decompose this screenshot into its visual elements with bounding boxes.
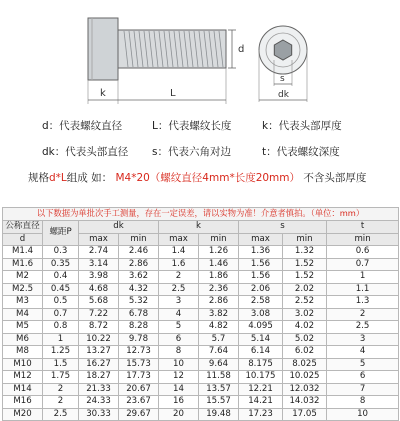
table-row <box>3 321 399 334</box>
table-cell: 3.62 <box>119 271 159 284</box>
table-cell: 13.57 <box>199 383 239 396</box>
table-cell: 30.33 <box>79 408 119 421</box>
table-cell: 12.032 <box>283 383 327 396</box>
table-cell: 1.1 <box>327 283 399 296</box>
header-dk: dk <box>79 220 159 233</box>
subheader-t-min: min <box>327 233 399 246</box>
table-cell: 8 <box>159 346 199 359</box>
table-cell: 2.36 <box>199 283 239 296</box>
table-cell: 5.68 <box>79 296 119 309</box>
table-cell: 21.33 <box>79 383 119 396</box>
table-cell: 4.02 <box>283 321 327 334</box>
table-cell: M12 <box>3 371 43 384</box>
table-cell: 1.46 <box>199 258 239 271</box>
header-k: k <box>159 220 239 233</box>
table-cell: 10.175 <box>239 371 283 384</box>
table-cell: M5 <box>3 321 43 334</box>
table-cell: 3.02 <box>283 308 327 321</box>
table-cell: 9.78 <box>119 333 159 346</box>
table-cell: M14 <box>3 383 43 396</box>
table-row <box>3 308 399 321</box>
table-row <box>3 358 399 371</box>
table-cell: 7.22 <box>79 308 119 321</box>
table-cell: 3.14 <box>79 258 119 271</box>
table-row <box>3 283 399 296</box>
table-cell: 15.73 <box>119 358 159 371</box>
table-cell: 6 <box>327 371 399 384</box>
header-s: s <box>239 220 327 233</box>
table-cell: M6 <box>3 333 43 346</box>
table-cell: M2.5 <box>3 283 43 296</box>
table-cell: 1.56 <box>239 271 283 284</box>
table-cell: 0.4 <box>43 271 79 284</box>
table-cell: 1.5 <box>43 358 79 371</box>
table-cell: 2.86 <box>119 258 159 271</box>
table-cell: 2 <box>327 308 399 321</box>
table-cell: 2.46 <box>119 246 159 259</box>
table-cell: 14.21 <box>239 396 283 409</box>
header-name: 公称直径 <box>3 220 43 233</box>
table-cell: 4.095 <box>239 321 283 334</box>
table-row <box>3 296 399 309</box>
table-cell: 5.32 <box>119 296 159 309</box>
table-cell: 4 <box>159 308 199 321</box>
screw-side-view <box>88 18 244 104</box>
table-cell: 12.21 <box>239 383 283 396</box>
table-cell: 1.52 <box>283 271 327 284</box>
table-cell: 16 <box>159 396 199 409</box>
table-cell: 11.58 <box>199 371 239 384</box>
table-cell: 17.73 <box>119 371 159 384</box>
table-header-row <box>3 220 399 233</box>
header-pitch: 螺距P <box>43 220 79 246</box>
table-cell: 2.5 <box>327 321 399 334</box>
table-cell: M20 <box>3 408 43 421</box>
table-cell: 5.02 <box>283 333 327 346</box>
table-cell: 13.27 <box>79 346 119 359</box>
spec-middle: 组成 如： <box>66 172 113 184</box>
table-cell: 2 <box>43 396 79 409</box>
table-cell: M3 <box>3 296 43 309</box>
subheader-s-min: min <box>283 233 327 246</box>
legend-s: s：代表六角对边 <box>152 146 231 158</box>
table-cell: 3 <box>327 333 399 346</box>
spec-prefix: 规格 <box>28 172 49 184</box>
table-cell: 2.86 <box>199 296 239 309</box>
table-cell: 4.68 <box>79 283 119 296</box>
subheader-k-min: min <box>199 233 239 246</box>
table-cell: 8.72 <box>79 321 119 334</box>
table-cell: 3.98 <box>79 271 119 284</box>
table-cell: 10 <box>159 358 199 371</box>
screw-diagram <box>0 0 400 112</box>
table-cell: 2 <box>159 271 199 284</box>
table-cell: 8.28 <box>119 321 159 334</box>
table-cell: M1.4 <box>3 246 43 259</box>
table-cell: 1.75 <box>43 371 79 384</box>
table-cell: M10 <box>3 358 43 371</box>
table-cell: 0.5 <box>43 296 79 309</box>
table-cell: 8.175 <box>239 358 283 371</box>
table-cell: 17.05 <box>283 408 327 421</box>
table-cell: 4.82 <box>199 321 239 334</box>
spec-formula: d*L <box>49 172 67 184</box>
table-cell: 1.6 <box>159 258 199 271</box>
table-cell: 2 <box>43 383 79 396</box>
table-cell: 2.5 <box>43 408 79 421</box>
hex-socket <box>274 40 291 60</box>
subheader-dk-max: max <box>79 233 119 246</box>
table-cell: 3.08 <box>239 308 283 321</box>
table-cell: 1 <box>43 333 79 346</box>
table-note: 以下数据为单批次手工测量，存在一定误差，请以实物为准！介意者慎拍。（单位：mm） <box>3 208 399 221</box>
table-cell: 6.78 <box>119 308 159 321</box>
table-row <box>3 408 399 421</box>
table-cell: 1.25 <box>43 346 79 359</box>
table-cell: 5.14 <box>239 333 283 346</box>
d-label: d <box>238 44 245 55</box>
table-cell: 0.6 <box>327 246 399 259</box>
table-cell: 1.36 <box>239 246 283 259</box>
table-cell: M16 <box>3 396 43 409</box>
table-note-row <box>3 208 399 221</box>
table-row <box>3 396 399 409</box>
legend-d: d：代表螺纹直径 <box>42 120 123 132</box>
spec-example <box>28 170 366 185</box>
table-row <box>3 246 399 259</box>
screw-head-end-view <box>259 26 307 102</box>
table-cell: 5 <box>159 321 199 334</box>
table-row <box>3 346 399 359</box>
table-cell: 20 <box>159 408 199 421</box>
legend-t: t：代表螺纹深度 <box>262 146 340 158</box>
table-cell: 17.23 <box>239 408 283 421</box>
table-cell: 8.025 <box>283 358 327 371</box>
table-cell: M8 <box>3 346 43 359</box>
table-cell: 5.7 <box>199 333 239 346</box>
table-cell: 2.5 <box>159 283 199 296</box>
table-cell: 24.33 <box>79 396 119 409</box>
legend-dk: dk：代表头部直径 <box>42 146 129 158</box>
table-cell: 6.14 <box>239 346 283 359</box>
table-cell: 14 <box>159 383 199 396</box>
header-t: t <box>327 220 399 233</box>
table-cell: 12.73 <box>119 346 159 359</box>
table-cell: 1.32 <box>283 246 327 259</box>
k-label: k <box>100 88 106 99</box>
table-row <box>3 333 399 346</box>
table-cell: 0.7 <box>43 308 79 321</box>
table-cell: 1.56 <box>239 258 283 271</box>
table-cell: 0.35 <box>43 258 79 271</box>
table-row <box>3 371 399 384</box>
table-cell: 7 <box>327 383 399 396</box>
table-cell: 23.67 <box>119 396 159 409</box>
subheader-dk-min: min <box>119 233 159 246</box>
table-cell: 6 <box>159 333 199 346</box>
table-cell: 0.7 <box>327 258 399 271</box>
table-cell: 10.22 <box>79 333 119 346</box>
table-cell: 0.3 <box>43 246 79 259</box>
table-cell: 1 <box>327 271 399 284</box>
table-cell: 9.64 <box>199 358 239 371</box>
table-cell: 10.025 <box>283 371 327 384</box>
spec-suffix: 不含头部厚度 <box>303 172 367 184</box>
table-cell: 5 <box>327 358 399 371</box>
table-cell: 1.4 <box>159 246 199 259</box>
table-cell: 1.86 <box>199 271 239 284</box>
legend-L: L：代表螺纹长度 <box>152 120 232 132</box>
table-cell: 2.02 <box>283 283 327 296</box>
table-cell: 12 <box>159 371 199 384</box>
table-cell: 6.02 <box>283 346 327 359</box>
table-cell: 29.67 <box>119 408 159 421</box>
dk-label: dk <box>278 90 289 100</box>
spec-table <box>2 207 399 421</box>
table-cell: 4 <box>327 346 399 359</box>
table-cell: 16.27 <box>79 358 119 371</box>
s-label: s <box>280 74 285 84</box>
table-cell: 1.52 <box>283 258 327 271</box>
subheader-d: d <box>3 233 43 246</box>
table-cell: M4 <box>3 308 43 321</box>
table-cell: 2.74 <box>79 246 119 259</box>
table-cell: 3.82 <box>199 308 239 321</box>
table-cell: M2 <box>3 271 43 284</box>
table-cell: 3 <box>159 296 199 309</box>
legend-k: k：代表头部厚度 <box>262 120 342 132</box>
spec-example-value: M4*20（螺纹直径4mm*长度20mm） <box>115 172 301 184</box>
table-cell: 2.06 <box>239 283 283 296</box>
table-cell: 1.26 <box>199 246 239 259</box>
table-cell: 20.67 <box>119 383 159 396</box>
L-label: L <box>170 88 176 99</box>
table-cell: 2.52 <box>283 296 327 309</box>
table-row <box>3 383 399 396</box>
table-row <box>3 271 399 284</box>
table-cell: 18.27 <box>79 371 119 384</box>
table-cell: 14.032 <box>283 396 327 409</box>
table-row <box>3 258 399 271</box>
table-cell: 7.64 <box>199 346 239 359</box>
table-cell: 1.3 <box>327 296 399 309</box>
table-cell: 0.8 <box>43 321 79 334</box>
table-cell: 2.58 <box>239 296 283 309</box>
table-cell: 8 <box>327 396 399 409</box>
subheader-s-max: max <box>239 233 283 246</box>
table-cell: 19.48 <box>199 408 239 421</box>
table-cell: 4.32 <box>119 283 159 296</box>
subheader-k-max: max <box>159 233 199 246</box>
table-cell: 10 <box>327 408 399 421</box>
table-cell: M1.6 <box>3 258 43 271</box>
table-cell: 0.45 <box>43 283 79 296</box>
table-cell: 15.57 <box>199 396 239 409</box>
